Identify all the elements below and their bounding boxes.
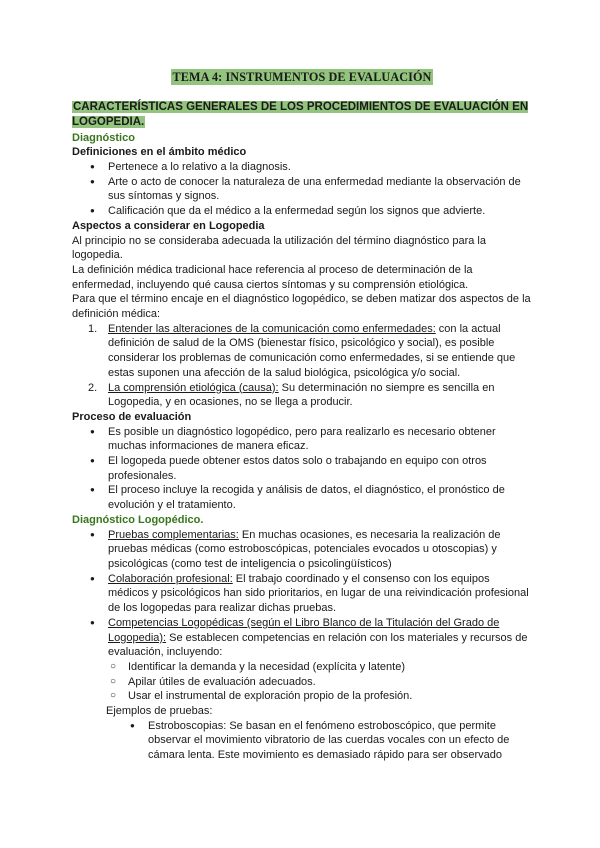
document-page bbox=[72, 70, 532, 763]
list-number: 2. bbox=[88, 381, 98, 394]
list-item: ○ Apilar útiles de evaluación adecuados. bbox=[128, 675, 532, 690]
list-item bbox=[88, 381, 532, 410]
logopedico-list bbox=[72, 528, 532, 660]
list-item: ● El logopeda puede obtener estos datos solo o trabajando en equipo con otros profesionales. bbox=[108, 454, 532, 483]
list-item: ○ Usar el instrumental de exploración propio de la profesión. bbox=[128, 689, 532, 704]
list-item: ● El proceso incluye la recogida y análisis de datos, el diagnóstico, el pronóstico de evolución y el tratamiento. bbox=[108, 483, 532, 512]
list-item bbox=[108, 572, 532, 616]
aspectos-numbered-list bbox=[72, 322, 532, 410]
section-heading: CARACTERÍSTICAS GENERALES DE LOS PROCEDIMIENTOS DE EVALUACIÓN EN LOGOPEDIA. bbox=[72, 101, 529, 129]
proceso-heading: Proceso de evaluación bbox=[72, 410, 192, 423]
list-item bbox=[108, 528, 532, 572]
diagnostico-heading: Diagnóstico bbox=[72, 131, 135, 144]
paragraph: Al principio no se consideraba adecuada la utilización del término diagnóstico para la logopedia. bbox=[72, 234, 486, 262]
ejemplos-list bbox=[72, 719, 532, 763]
list-item-text: con la actual definición de salud de la OMS (bienestar físico, psicológico y social), es posible considerar los problemas de comunicación como enfermedades, si se entiende que estas suponen una afección de la salud biológica, psicológica y/o social. bbox=[108, 322, 516, 379]
list-item: ● Pertenece a lo relativo a la diagnosis. bbox=[108, 160, 532, 175]
underlined-term: Competencias Logopédicas (según el Libro Blanco de la Titulación del Grado de Logopedia): bbox=[108, 616, 500, 644]
list-item-text: Se establecen competencias en relación con los materiales y recursos de evaluación, incluyendo: bbox=[108, 631, 528, 659]
list-item bbox=[108, 616, 532, 660]
definiciones-list bbox=[72, 160, 532, 219]
underlined-term: Entender las alteraciones de la comunicación como enfermedades: bbox=[108, 322, 436, 335]
list-item: ● Arte o acto de conocer la naturaleza de una enfermedad mediante la observación de sus síntomas y signos. bbox=[108, 175, 532, 204]
definiciones-heading: Definiciones en el ámbito médico bbox=[72, 146, 247, 159]
underlined-term: Colaboración profesional: bbox=[108, 572, 233, 585]
paragraph: Para que el término encaje en el diagnóstico logopédico, se deben matizar dos aspectos de la definición médica: bbox=[72, 293, 531, 321]
underlined-term: La comprensión etiológica (causa): bbox=[108, 381, 279, 394]
list-item-text: En muchas ocasiones, es necesaria la realización de pruebas médicas (como estroboscópicas, potenciales evocados u otoscopias) y psicológicas (como test de inteligencia o psicolingüísticos) bbox=[108, 528, 501, 570]
competencias-sublist bbox=[72, 660, 532, 704]
document-title: TEMA 4: INSTRUMENTOS DE EVALUACIÓN bbox=[172, 70, 432, 84]
list-number: 1. bbox=[88, 322, 98, 335]
paragraph: La definición médica tradicional hace referencia al proceso de determinación de la enfermedad, incluyendo qué causa ciertos síntomas y su comprensión etiológica. bbox=[72, 263, 473, 291]
ejemplos-label: Ejemplos de pruebas: bbox=[106, 705, 213, 718]
list-item: ● Calificación que da el médico a la enfermedad según los signos que advierte. bbox=[108, 204, 532, 219]
aspectos-heading: Aspectos a considerar en Logopedia bbox=[72, 219, 265, 232]
list-item: ● Es posible un diagnóstico logopédico, pero para realizarlo es necesario obtener muchas informaciones de manera eficaz. bbox=[108, 425, 532, 454]
list-item bbox=[88, 322, 532, 381]
list-item-text: Su determinación no siempre es sencilla en Logopedia, y en ocasiones, no se llega a producir. bbox=[108, 381, 495, 409]
list-item-text: El trabajo coordinado y el consenso con los equipos médicos y psicológicos han sido prioritarios, en lugar de una reivindicación profesional de los logopedas para realizar dichas pruebas. bbox=[108, 572, 529, 615]
list-item: ● Estroboscopias: Se basan en el fenómeno estroboscópico, que permite observar el movimiento vibratorio de las cuerdas vocales con un efecto de cámara lenta. Este movimiento es demasiado rápido para ser observado bbox=[148, 719, 532, 763]
underlined-term: Pruebas complementarias: bbox=[108, 528, 239, 541]
list-item: ○ Identificar la demanda y la necesidad (explícita y latente) bbox=[128, 660, 532, 675]
logopedico-heading: Diagnóstico Logopédico. bbox=[72, 513, 204, 526]
proceso-list bbox=[72, 425, 532, 513]
